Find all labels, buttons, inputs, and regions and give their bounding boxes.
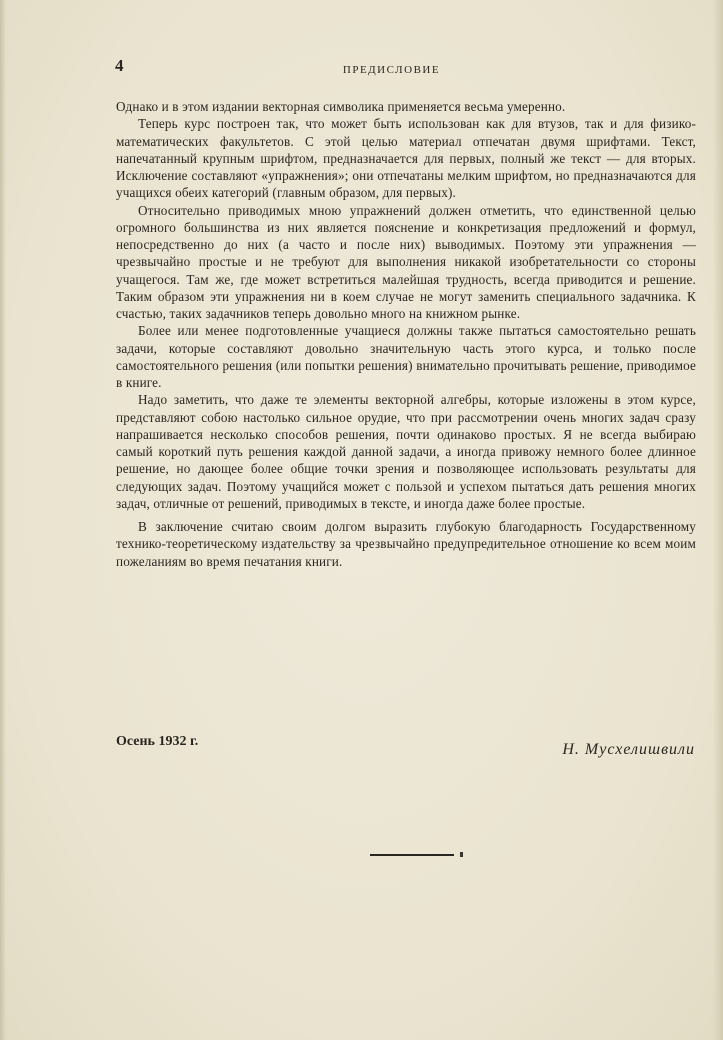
- page-edge-left: [0, 0, 6, 1040]
- date-line: Осень 1932 г.: [116, 734, 199, 749]
- end-rule-mark: [460, 852, 463, 857]
- paragraph-4: Более или менее подготовленные учащиеся должны также пытаться самостоятельно решать задачи, которые составляют довольно значительную часть этого курса, и только после самостоятельного решения (или попытки решения) внимательно прочитывать решение, приводимое в книге.: [116, 323, 696, 390]
- paragraph-3: Относительно приводимых мною упражнений должен отметить, что единственной целью огромного большинства из них является пояснение и конкретизация предложений и формул, непосредственно до них (а часто и после них) выводимых. Поэтому эти упражнения — чрезвычайно простые и не требуют для выполнения никакой изобретательности со стороны учащегося. Там же, где может встретиться малейшая трудность, всегда приводится и решение. Таким образом эти упражнения ни в коем случае не могут заменить специального задачника. К счастью, таких задачников теперь довольно много на книжном рынке.: [116, 202, 696, 321]
- author-signature: Н. Мусхелишвили: [562, 741, 695, 758]
- running-head: ПРЕДИСЛОВИЕ: [342, 64, 441, 76]
- page-edge-right: [713, 0, 723, 1040]
- end-rule: [370, 854, 454, 856]
- paragraph-2: Теперь курс построен так, что может быть использован как для втузов, так и для физико-математических факультетов. С этой целью материал отпечатан двумя шрифтами. Текст, напечатанный крупным шрифтом, предназначается для первых, полный же текст — для вторых. Исключение составляют «упражнения»; они отпечатаны мелким шрифтом, но предназначаются для учащихся обеих категорий (главным образом, для первых).: [116, 116, 696, 201]
- paragraph-1: Однако и в этом издании векторная символика применяется весьма умеренно.: [116, 99, 566, 114]
- preface-body: [116, 98, 696, 570]
- paragraph-5: Надо заметить, что даже те элементы векторной алгебры, которые изложены в этом курсе, представляют собою настолько сильное орудие, что при рассмотрении очень многих задач сразу напрашивается несколько способов решения, почти одинаково простых. Я не всегда выбираю самый короткий путь решения каждой данной задачи, а иногда привожу немного более длинное решение, но дающее более общие точки зрения и позволяющее использовать результаты для следующих задач. Поэтому учащийся может с пользой и успехом пытаться дать решения многих задач, отличные от решений, приводимых в тексте, и иногда даже более простые.: [116, 392, 696, 511]
- page-number: 4: [115, 56, 124, 75]
- paragraph-6: В заключение считаю своим долгом выразить глубокую благодарность Государственному технико-теоретическому издательству за чрезвычайно предупредительное отношение ко всем моим пожеланиям во время печатания книги.: [116, 519, 696, 569]
